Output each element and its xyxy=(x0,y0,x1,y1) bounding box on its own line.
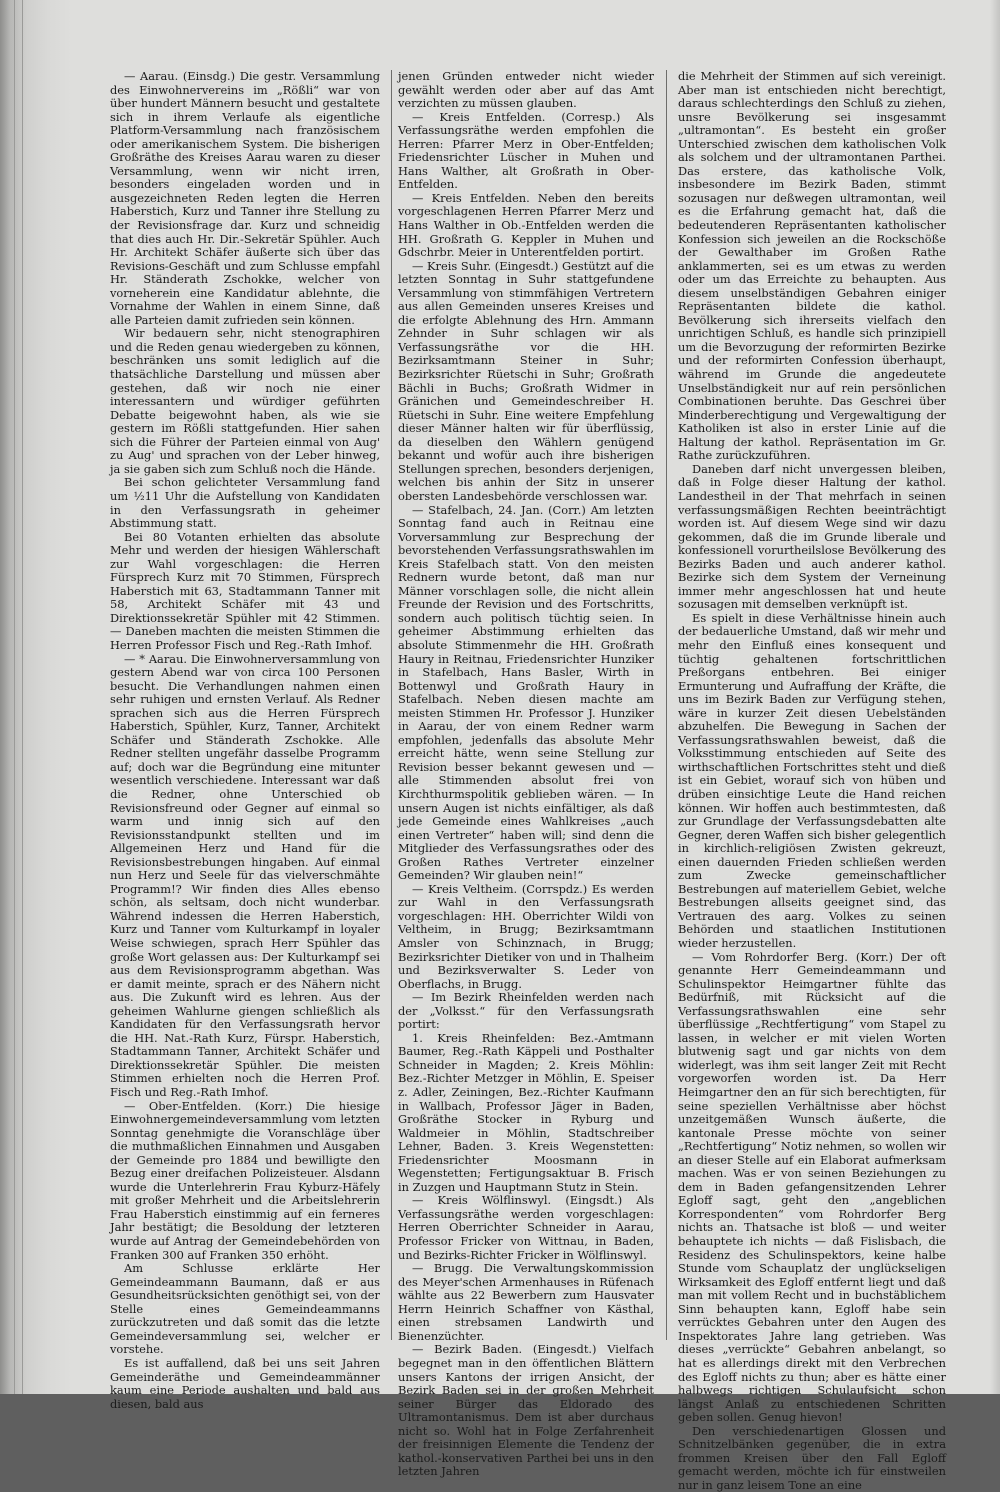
paragraph: 1. Kreis Rheinfelden: Bez.-Amtmann Baumer, Reg.-Rath Käppeli und Posthalter Schneider in Magden; 2. Kreis Möhlin: Bez.-Richter Metzger in Möhlin, E. Speiser z. Adler, Zeiningen, Bez.-Richter Kaufmann in Wallbach, Professor Jäger in Baden, Großräthe Stocker in Ryburg und Waldmeier in Möhlin, Stadtschreiber Lehner, Baden. 3. Kreis Wegenstetten: Friedensrichter Moosmann in Wegenstetten; Fertigungsaktuar B. Frisch in Zuzgen und Hauptmann Stutz in Stein. xyxy=(398,1030,654,1194)
column-rule xyxy=(666,70,667,1340)
binding-edge-line xyxy=(22,0,23,1394)
article-bezirk-rheinfelden: — Im Bezirk Rheinfelden werden nach der „Volksst.“ für den Verfassungsrath portirt: xyxy=(398,990,654,1032)
page-right-edge xyxy=(990,0,1000,1394)
article-kreis-woelflinswyl: — Kreis Wölflinswyl. (Eingsdt.) Als Verfassungsräthe werden vorgeschlagen: Herren Oberrichter Schneider in Aarau, Professor Fricker von Wittnau, in Baden, und Bezirks-Richter Fricker in Wölflinswyl. xyxy=(398,1193,654,1262)
paragraph: Wir bedauern sehr, nicht stenographiren und die Reden genau wiedergeben zu können, beschränken uns somit lediglich auf die thatsächliche Darstellung und müssen aber gestehen, daß wir noch nie einer interessantern und würdiger geführten Debatte beigewohnt haben, als wie sie gestern im Rößli stattgefunden. Hier sahen sich die Führer der Parteien einmal von Aug' zu Aug' und sprachen von der Leber hinweg, ja sie gaben sich zum Schluß noch die Hände. xyxy=(110,326,380,476)
article-brugg: — Brugg. Die Verwaltungskommission des Meyer'schen Armenhauses in Rüfenach wählte aus 22 Bewerbern zum Hausvater Herrn Heinrich Schaffner von Kästhal, einen strebsamen Landwirth und Bienenzüchter. xyxy=(398,1261,654,1343)
article-ober-entfelden: — Ober-Entfelden. (Korr.) Die hiesige Einwohnergemeindeversammlung vom letzten Sonntag genehmigte die Voranschläge über die muthmaßlichen Einnahmen und Ausgaben der Gemeinde pro 1884 und bewilligte den Bezug einer dreifachen Polizeisteuer. Alsdann wurde die Unterlehrerin Frau Kyburz-Häfely mit großer Mehrheit und die Arbeitslehrerin Frau Haberstich einstimmig auf ein ferneres Jahr bestätigt; die Besoldung der letzteren wurde auf Antrag der Gemeindebehörden von Franken 300 auf Franken 350 erhöht. xyxy=(110,1098,380,1262)
paragraph: Bei schon gelichteter Versammlung fand um ½11 Uhr die Aufstellung von Kandidaten in den Verfassungsrath in geheimer Abstimmung statt. xyxy=(110,475,380,531)
paragraph-continued: jenen Gründen entweder nicht wieder gewählt werden oder aber auf das Amt verzichten zu müssen glauben. xyxy=(398,69,654,111)
article-kreis-veltheim: — Kreis Veltheim. (Corrspdz.) Es werden zur Wahl in den Verfassungsrath vorgeschlagen: HH. Oberrichter Wildi von Veltheim, in Brugg; Bezirksamtmann Amsler von Schinznach, in Brugg; Bezirksrichter Dietiker von und in Thalheim und Bezirksverwalter S. Leder von Oberflachs, in Brugg. xyxy=(398,881,654,991)
column-rule xyxy=(391,70,392,1340)
binding-gutter xyxy=(0,0,72,1394)
article-rohrdorfer-berg: — Vom Rohrdorfer Berg. (Korr.) Der oft genannte Herr Gemeindeammann und Schulinspektor Heimgartner fühlte das Bedürfniß, mit Rücksicht auf die Verfassungsrathswahlen eine sehr überflüssige „Rechtfertigung“ vom Stapel zu lassen, in welcher er mit vielen Worten blutwenig sagt und gar nichts von dem widerlegt, was ihm seit langer Zeit mit Recht vorgeworfen worden ist. Da Herr Heimgartner den an für sich berechtigten, für seine speziellen Verhältnisse aber höchst unzeitgemäßen Wunsch äußerte, die kantonale Presse möchte von seiner „Rechtfertigung“ Notiz nehmen, so wollen wir an dieser Stelle auf ein Elaborat aufmerksam machen. Was er von seinen Beziehungen zu dem in Baden gefangensitzenden Lehrer Egloff sagt, geht den „angeblichen Korrespondenten“ vom Rohrdorfer Berg nichts an. Thatsache ist bloß — und weiter behauptete ich nichts — daß Fislisbach, die Residenz des Schulinspektors, keine halbe Stunde vom Schauplatz der unglückseligen Wirksamkeit des Egloff entfernt liegt und daß man mit vollem Recht und in buchstäblichem Sinn behaupten kann, Egloff habe sein verrücktes Gebahren unter den Augen des Inspektorates Jahre lang getrieben. Was dieses „verrückte“ Gebahren anbelangt, so hat es allerdings direkt mit den Verbrechen des Egloff nichts zu thun; aber es hätte einer halbwegs richtigen Schulaufsicht schon längst Anlaß zu entschiedenen Schritten geben sollen. Genug hievon! xyxy=(678,949,946,1425)
article-stafelbach: — Stafelbach, 24. Jan. (Corr.) Am letzten Sonntag fand auch in Reitnau eine Vorversammlung zur Besprechung der bevorstehenden Verfassungsrathswahlen im Kreis Stafelbach statt. Von den meisten Rednern wurde betont, daß man nur Männer vorschlagen solle, die nicht allein Freunde der Revision und des Fortschritts, sondern auch politisch tüchtig seien. In geheimer Abstimmung erhielten das absolute Stimmenmehr die HH. Großrath Haury in Reitnau, Friedensrichter Hunziker in Stafelbach, Hans Basler, Wirth in Bottenwyl und Großrath Haury in Stafelbach. Neben diesen machte am meisten Stimmen Hr. Professor J. Hunziker in Aarau, der von einem Redner warm empfohlen, jedenfalls das absolute Mehr erreicht hätte, wenn seine Stellung zur Revision besser bekannt gewesen und — alle Stimmenden absolut frei von Kirchthurmspolitik geblieben wären. — In unsern Augen ist nichts einfältiger, als daß jede Gemeinde eines Wahlkreises „auch einen Vertreter“ haben will; sind denn die Mitglieder des Verfassungsrathes oder des Großen Rathes Vertreter einzelner Gemeinden? Wir glauben nein!“ xyxy=(398,502,654,883)
binding-edge-line xyxy=(14,0,15,1394)
text-column-2 xyxy=(398,69,654,1479)
paragraph: Es spielt in diese Verhältnisse hinein auch der bedauerliche Umstand, daß wir mehr und mehr den Einfluß eines konsequent und tüchtig gehaltenen fortschrittlichen Preßorgans entbehren. Bei einiger Ermunterung und Aufraffung der Kräfte, die uns im Bezirk Baden zur Verfügung stehen, wäre in kurzer Zeit diesen Uebelständen abzuhelfen. Die Bewegung in Sachen der Verfassungsrathswahlen beweist, daß die Volksstimmung entschieden auf Seite des wirthschaftlichen Fortschrittes steht und dieß ist ein Gebiet, worauf sich von hüben und drüben einsichtige Leute die Hand reichen können. Wir hoffen auch bestimmtesten, daß zur Grundlage der Verfassungsdebatten alte Gegner, deren Waffen sich bisher gelegentlich in kirchlich-religiösen Zwisten gekreuzt, einen dauernden Frieden schließen werden zum Zwecke gemeinschaftlicher Bestrebungen auf materiellem Gebiet, welche Bestrebungen allseits geeignet sind, das Vertrauen des aarg. Volkes zu seinen Behörden und staatlichen Institutionen wieder herzustellen. xyxy=(678,610,946,950)
paragraph: Am Schlusse erklärte Her Gemeindeammann Baumann, daß er aus Gesundheitsrücksichten genöthigt sei, von der Stelle eines Gemeindeammanns zurückzutreten und daß somit das die letzte Gemeindeversammlung sei, welcher er vorstehe. xyxy=(110,1261,380,1357)
paragraph: Daneben darf nicht unvergessen bleiben, daß in Folge dieser Haltung der kathol. Landestheil in der That mehrfach in seinen verfassungsmäßigen Rechten beeinträchtigt worden ist. Auf diesem Wege sind wir dazu gekommen, daß die im Grunde liberale und konfessionell vorurtheilslose Bevölkerung des Bezirks Baden und auch anderer kathol. Bezirke sich dem System der Verneinung immer mehr angeschlossen hat und heute sozusagen mit demselben verknüpft ist. xyxy=(678,461,946,612)
article-kreis-entfelden: — Kreis Entfelden. (Corresp.) Als Verfassungsräthe werden empfohlen die Herren: Pfarrer Merz in Ober-Entfelden; Friedensrichter Lüscher in Muhen und Hans Walther, alt Großrath in Ober-Entfelden. xyxy=(398,109,654,192)
paragraph-continued: die Mehrheit der Stimmen auf sich vereinigt. Aber man ist entschieden nicht berechtigt, daraus schlechterdings den Schluß zu ziehen, unsre Bevölkerung sei insgesammt „ultramontan“. Es besteht ein großer Unterschied zwischen dem katholischen Volk als solchem und der ultramontanen Parthei. Das erstere, das katholische Volk, insbesondere im Bezirk Baden, stimmt sozusagen nur deßwegen ultramontan, weil es die Erfahrung gemacht hat, daß die bedeutenderen Repräsentanten katholischer Konfession sich jeweilen an die Rockschöße der Gewalthaber im Großen Rathe anklammerten, sei es um etwas zu werden oder um das Erreichte zu behaupten. Aus diesem unselbständigen Gebahren einiger Repräsentanten bildete die kathol. Bevölkerung sich ihrerseits vielfach den unrichtigen Schluß, es handle sich prinzipiell um die Bevorzugung der reformirten Bezirke und der reformirten Confession überhaupt, während im Grunde die angedeutete Unselbständigkeit nur auf rein persönlichen Combinationen beruhte. Das Geschrei über Minderberechtigung und Vergewaltigung der Katholiken ist also in erster Linie auf die Haltung der kathol. Repräsentation im Gr. Rathe zurückzuführen. xyxy=(678,69,946,463)
article-aarau-einwohnerverein: — Aarau. (Einsdg.) Die gestr. Versammlung des Einwohnervereins im „Rößli“ war von über hundert Männern besucht und gestaltete sich in ihrem Verlaufe als eigentliche Platform-Versammlung nach französischem oder amerikanischem System. Die bisherigen Großräthe des Kreises Aarau waren zu dieser Versammlung, wenn wir nicht irren, besonders eingeladen worden und in ausgezeichneten Reden legten die Herren Haberstich, Kurz und Tanner ihre Stellung zu der Revisionsfrage dar. Kurz und schneidig that dies auch Hr. Dir.-Sekretär Spühler. Auch Hr. Architekt Schäfer äußerte sich über das Revisions-Geschäft und zum Schlusse empfahl Hr. Ständerath Zschokke, welcher von vorneherein eine Kandidatur ablehnte, die Vornahme der Wahlen in einem Sinne, daß alle Parteien damit zufrieden sein können. xyxy=(110,69,380,327)
text-column-3 xyxy=(678,69,946,1492)
article-bezirk-baden: — Bezirk Baden. (Eingesdt.) Vielfach begegnet man in den öffentlichen Blättern unsers Kantons der irrigen Ansicht, der Bezirk Baden sei in der großen Mehrheit seiner Bürger das Eldorado des Ultramontanismus. Dem ist aber durchaus nicht so. Wohl hat in Folge Zerfahrenheit der freisinnigen Elemente die Tendenz der kathol.-konservativen Parthei bei uns in den letzten Jahren xyxy=(398,1342,654,1479)
text-column-1 xyxy=(110,69,380,1411)
paragraph: Bei 80 Votanten erhielten das absolute Mehr und werden der hiesigen Wählerschaft zur Wahl vorgeschlagen: die Herren Fürsprech Kurz mit 70 Stimmen, Fürsprech Haberstich mit 63, Stadtammann Tanner mit 58, Architekt Schäfer mit 43 und Direktionssekretär Spühler mit 42 Stimmen. — Daneben machten die meisten Stimmen die Herren Professor Fisch und Reg.-Rath Imhof. xyxy=(110,529,380,652)
article-aarau-einwohnerversammlung: — * Aarau. Die Einwohnerversammlung von gestern Abend war von circa 100 Personen besucht. Die Verhandlungen nahmen einen sehr ruhigen und ernsten Verlauf. Als Redner sprachen sich aus die Herren Fürsprech Haberstich, Spühler, Kurz, Tanner, Architekt Schäfer und Ständerath Zschokke. Alle Redner stellten ungefähr dasselbe Programm auf; doch war die Begründung eine mitunter wesentlich verschiedene. Interessant war daß die Redner, ohne Unterschied ob Revisionsfreund oder Gegner auf einmal so warm und innig sich auf den Revisionsstandpunkt stellten und im Allgemeinen Herz und Hand für die Revisionsbestrebungen hingaben. Auf einmal nun Herz und Seele für das vielverschmähte Programm!? Wir finden dies Alles ebenso schön, als seltsam, doch nicht wunderbar. Während indessen die Herren Haberstich, Kurz und Tanner vom Kulturkampf in loyaler Weise schwiegen, sprach Herr Spühler das große Wort gelassen aus: Der Kulturkampf sei aus dem Revisionsprogramm abgethan. Was er damit meinte, sprach er des Nähern nicht aus. Die Zukunft wird es lehren. Aus der geheimen Wahlurne giengen schließlich als Kandidaten für den Verfassungsrath hervor die HH. Nat.-Rath Kurz, Fürspr. Haberstich, Stadtammann Tanner, Architekt Schäfer und Direktionssekretär Spühler. Die meisten Stimmen erhielten noch die Herren Prof. Fisch und Reg.-Rath Imhof. xyxy=(110,651,380,1100)
paragraph: Es ist auffallend, daß bei uns seit Jahren Gemeinderäthe und Gemeindeammänner kaum eine Periode aushalten und bald aus diesen, bald aus xyxy=(110,1355,380,1411)
article-kreis-entfelden-2: — Kreis Entfelden. Neben den bereits vorgeschlagenen Herren Pfarrer Merz und Hans Walther in Ob.-Entfelden werden die HH. Großrath G. Keppler in Muhen und Gdschrbr. Meier in Unterentfelden portirt. xyxy=(398,190,654,260)
paragraph: Den verschiedenartigen Glossen und Schnitzelbänken gegenüber, die in extra frommen Kreisen über den Fall Egloff gemacht werden, möchte ich für einstweilen nur in ganz leisem Tone an eine xyxy=(678,1423,946,1492)
article-kreis-suhr: — Kreis Suhr. (Eingesdt.) Gestützt auf die letzten Sonntag in Suhr stattgefundene Versammlung von stimmfähigen Vertretern aus allen Gemeinden unseres Kreises und die erfolgte Ablehnung des Hrn. Ammann Zehnder in Suhr schlagen wir als Verfassungsräthe vor die HH. Bezirksamtmann Steiner in Suhr; Bezirksrichter Rüetschi in Suhr; Großrath Bächli in Buchs; Großrath Widmer in Gränichen und Gemeindeschreiber H. Rüetschi in Suhr. Eine weitere Empfehlung dieser Männer halten wir für überflüssig, da dieselben den Wählern genügend bekannt und wofür auch ihre bisherigen Stellungen sprechen, besonders derjenigen, welchen bis anhin der Sitz in unserer obersten Landesbehörde verschlossen war. xyxy=(398,258,654,503)
